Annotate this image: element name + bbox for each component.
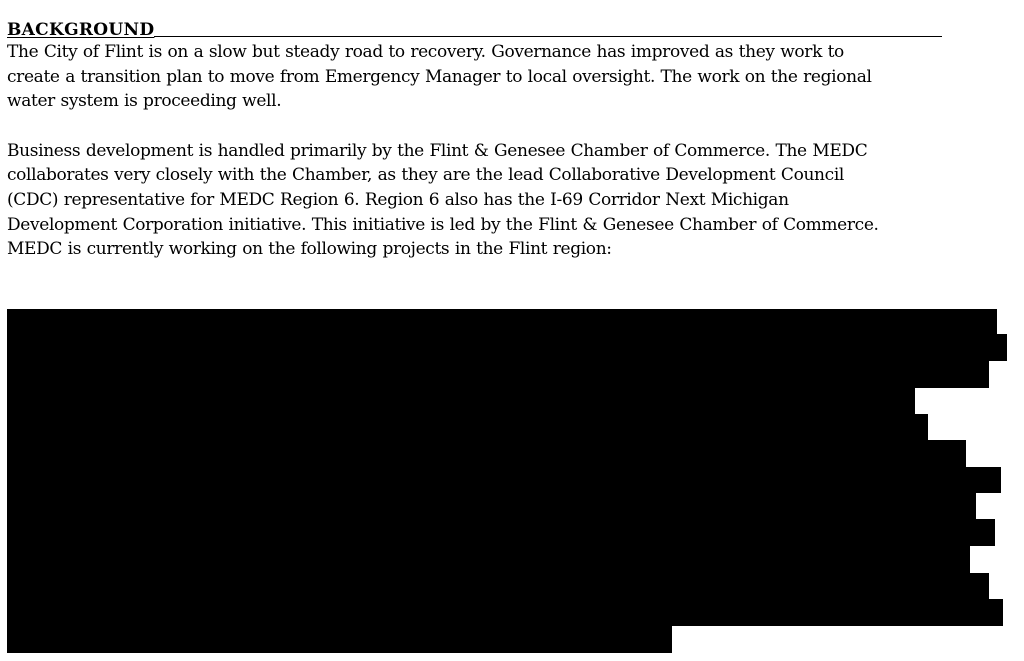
heading-rule: [154, 36, 942, 37]
paragraph-line: (CDC) representative for MEDC Region 6. Region 6 also has the I-69 Corridor Next Michigan: [7, 189, 789, 210]
document-page: [7, 14, 1007, 262]
paragraph-gap: [7, 114, 1007, 139]
paragraph-line: Business development is handled primarily by the Flint & Genesee Chamber of Commerce. The MEDC: [7, 140, 868, 161]
paragraph-recovery: [7, 40, 1007, 114]
paragraph-business-development: [7, 139, 1007, 262]
paragraph-line: MEDC is currently working on the following projects in the Flint region:: [7, 239, 612, 260]
paragraph-line: Development Corporation initiative. This initiative is led by the Flint & Genesee Chamber of Commerce.: [7, 214, 879, 235]
section-heading: BACKGROUND: [7, 20, 155, 40]
paragraph-line: The City of Flint is on a slow but steady road to recovery. Governance has improved as they work to: [7, 42, 844, 62]
paragraph-line: create a transition plan to move from Emergency Manager to local oversight. The work on the regional: [7, 66, 872, 87]
redacted-region: [7, 309, 1007, 653]
section-heading-row: [7, 14, 1007, 40]
paragraph-line: water system is proceeding well.: [7, 91, 282, 112]
paragraph-line: collaborates very closely with the Chamber, as they are the lead Collaborative Development Council: [7, 165, 845, 186]
